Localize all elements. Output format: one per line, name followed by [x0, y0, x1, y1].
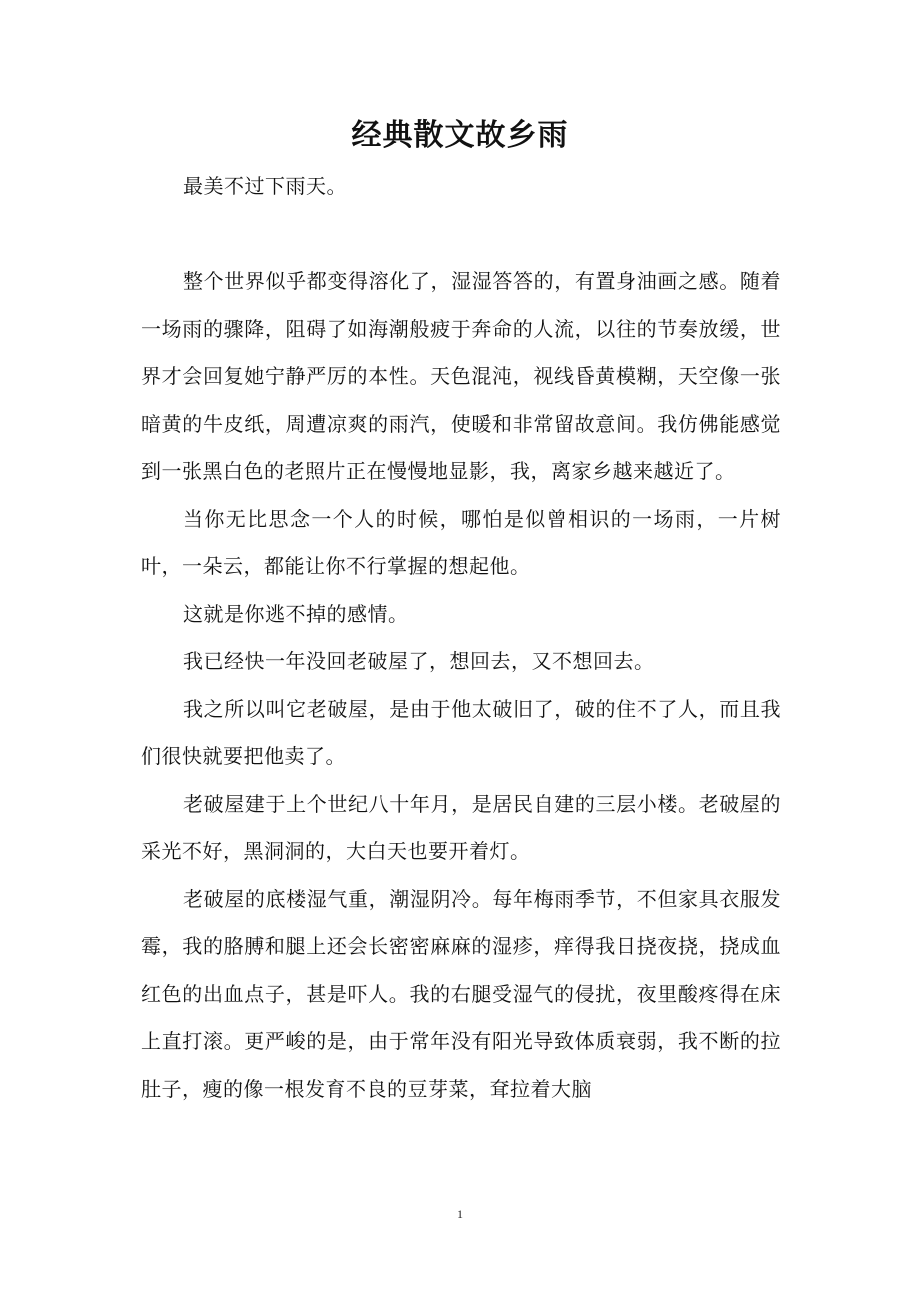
paragraph-6: 我之所以叫它老破屋，是由于他太破旧了，破的住不了人，而且我们很快就要把他卖了。 — [141, 696, 781, 768]
paragraph-7: 老破屋建于上个世纪八十年月，是居民自建的三层小楼。老破屋的采光不好，黑洞洞的，大白天也要开着灯。 — [141, 791, 781, 863]
document-title: 经典散文故乡雨 — [351, 118, 569, 153]
paragraph-5: 我已经快一年没回老破屋了，想回去，又不想回去。 — [183, 649, 655, 673]
paragraph-3: 当你无比思念一个人的时候，哪怕是似曾相识的一场雨，一片树叶，一朵云，都能让你不行掌握的想起他。 — [141, 506, 781, 578]
page-number: 1 — [457, 1207, 463, 1221]
document-body — [141, 163, 781, 1113]
paragraph-1: 最美不过下雨天。 — [183, 174, 347, 198]
paragraph-4: 这就是你逃不掉的感情。 — [183, 601, 409, 626]
paragraph-2: 整个世界似乎都变得溶化了，湿湿答答的，有置身油画之感。随着一场雨的骤降，阻碍了如海潮般疲于奔命的人流，以往的节奏放缓，世界才会回复她宁静严厉的本性。天色混沌，视线昏黄模糊，天空像一张暗黄的牛皮纸，周遭凉爽的雨汽，使暖和非常留故意间。我仿佛能感觉到一张黑白色的老照片正在慢慢地显影，我，离家乡越来越近了。 — [141, 269, 781, 483]
paragraph-8: 老破屋的底楼湿气重，潮湿阴冷。每年梅雨季节，不但家具衣服发霉，我的胳膊和腿上还会长密密麻麻的湿疹，痒得我日挠夜挠，挠成血红色的出血点子，甚是吓人。我的右腿受湿气的侵扰，夜里酸疼得在床上直打滚。更严峻的是，由于常年没有阳光导致体质衰弱，我不断的拉肚子，瘦的像一根发育不良的豆芽菜，耷拉着大脑 — [141, 886, 781, 1101]
